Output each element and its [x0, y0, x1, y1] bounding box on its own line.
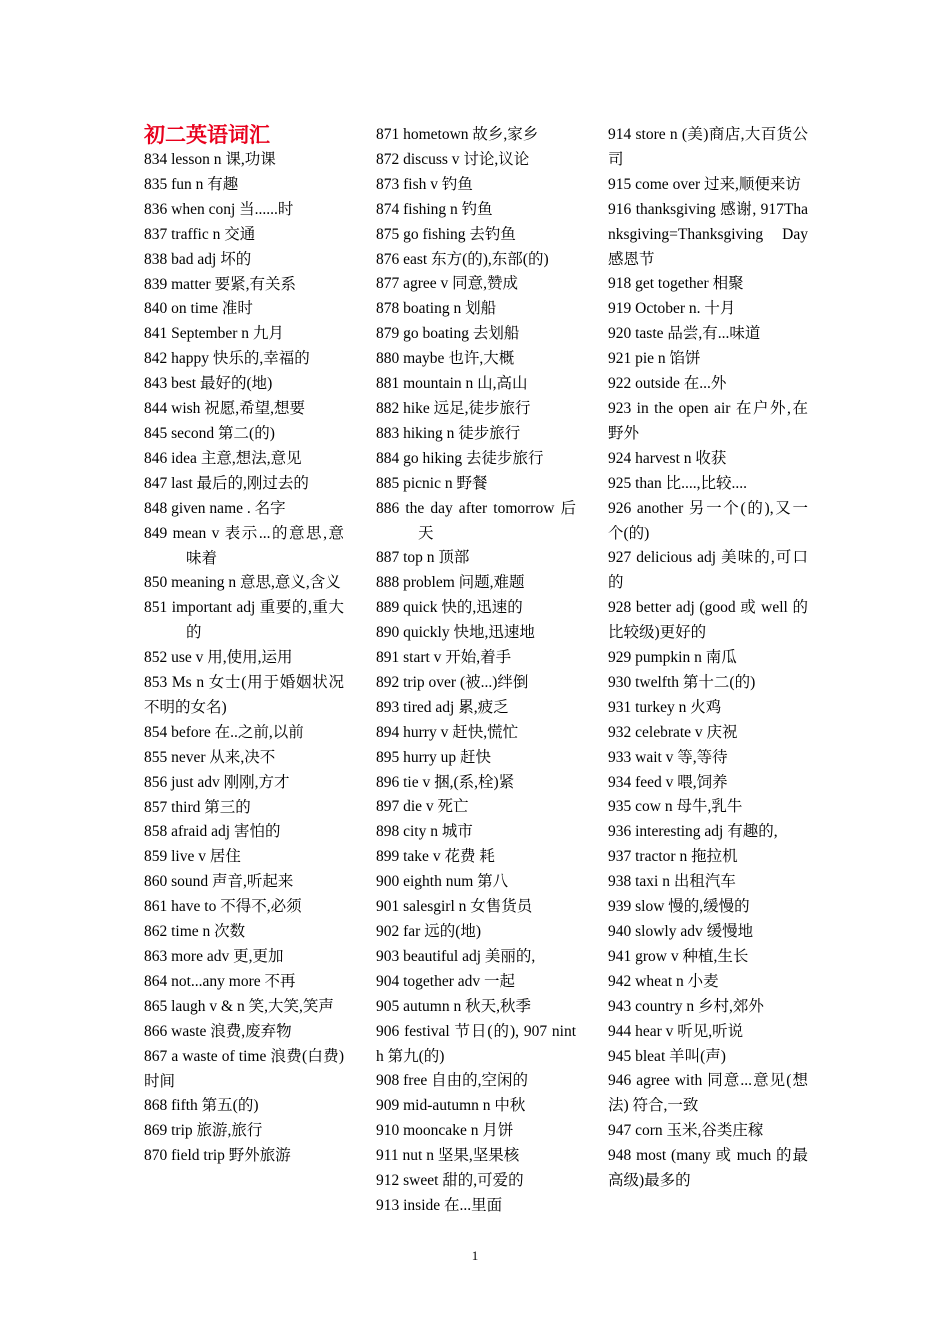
vocab-entry: 929 pumpkin n 南瓜 [608, 649, 737, 667]
vocab-entry: 901 salesgirl n 女售货员 [376, 898, 533, 916]
vocab-entry: 870 field trip 野外旅游 [144, 1147, 291, 1165]
vocab-entry: 860 sound 声音,听起来 [144, 873, 294, 891]
vocab-entry: 879 go boating 去划船 [376, 325, 520, 343]
vocab-entry: 842 happy 快乐的,幸福的 [144, 350, 310, 368]
vocab-entry: 834 lesson n 课,功课 [144, 151, 276, 168]
vocab-entry: 869 trip 旅游,旅行 [144, 1122, 263, 1140]
vocab-entry: 850 meaning n 意思,意义,含义 [144, 574, 341, 592]
vocab-entry: 906 festival 节日(的), 907 ninth 第九(的) [376, 1022, 576, 1065]
vocab-entry: 933 wait v 等,等待 [608, 748, 728, 766]
vocab-entry: 923 in the open air 在户外,在野外 [608, 399, 808, 442]
vocab-entry: 910 mooncake n 月饼 [376, 1122, 514, 1140]
vocab-entry: 898 city n 城市 [376, 823, 473, 841]
vocab-entry: 938 taxi n 出租汽车 [608, 873, 736, 891]
vocab-entry: 922 outside 在...外 [608, 375, 727, 393]
vocab-entry: 888 problem 问题,难题 [376, 574, 525, 592]
vocab-entry: 903 beautiful adj 美丽的, [376, 947, 536, 965]
vocab-entry: 835 fun n 有趣 [144, 175, 239, 193]
vocab-column-3 [608, 123, 808, 1194]
vocab-entry: 848 given name . 名字 [144, 499, 286, 517]
vocab-entry: 939 slow 慢的,缓慢的 [608, 898, 750, 916]
vocab-entry: 859 live v 居住 [144, 848, 241, 866]
vocab-entry: 874 fishing n 钓鱼 [376, 200, 493, 218]
vocab-entry: 925 than 比....,比较.... [608, 474, 748, 492]
vocab-entry: 905 autumn n 秋天,秋季 [376, 997, 531, 1015]
vocab-entry: 839 matter 要紧,有关系 [144, 275, 296, 293]
vocab-entry: 868 fifth 第五(的) [144, 1097, 259, 1115]
vocab-entry: 893 tired adj 累,疲乏 [376, 698, 509, 716]
vocab-entry: 900 eighth num 第八 [376, 873, 509, 891]
vocab-entry: 851 important adj 重要的,重大的 [144, 599, 344, 642]
vocab-entry: 912 sweet 甜的,可爱的 [376, 1172, 524, 1190]
vocab-entry: 845 second 第二(的) [144, 424, 275, 442]
vocab-entry: 862 time n 次数 [144, 923, 246, 941]
vocab-entry: 902 far 远的(地) [376, 923, 482, 940]
vocab-entry: 908 free 自由的,空闲的 [376, 1072, 528, 1090]
vocab-entry: 904 together adv 一起 [376, 972, 516, 990]
vocab-entry: 866 waste 浪费,废弃物 [144, 1022, 292, 1040]
vocab-column-1 [144, 123, 344, 1169]
vocab-entry: 946 agree with 同意...意见(想法) 符合,一致 [608, 1072, 808, 1115]
vocab-entry: 863 more adv 更,更加 [144, 948, 284, 965]
vocab-entry: 886 the day after tomorrow 后天 [376, 499, 576, 542]
vocab-entry: 871 hometown 故乡,家乡 [376, 126, 539, 143]
vocab-entry: 897 die v 死亡 [376, 798, 469, 816]
vocab-entry: 854 before 在..之前,以前 [144, 723, 304, 741]
vocab-entry: 914 store n (美)商店,大百货公司 [608, 126, 808, 168]
vocab-entry: 936 interesting adj 有趣的, [608, 823, 778, 841]
vocab-entry: 945 bleat 羊叫(声) [608, 1047, 726, 1065]
vocab-entry: 876 east 东方(的),东部(的) [376, 250, 549, 268]
vocab-entry: 846 idea 主意,想法,意见 [144, 449, 302, 467]
vocab-entry: 844 wish 祝愿,希望,想要 [144, 400, 306, 418]
vocab-entry: 940 slowly adv 缓慢地 [608, 923, 754, 940]
vocab-entry: 887 top n 顶部 [376, 549, 470, 567]
vocab-entry: 882 hike 远足,徒步旅行 [376, 399, 531, 417]
vocab-entry: 858 afraid adj 害怕的 [144, 823, 281, 841]
vocab-entry: 875 go fishing 去钓鱼 [376, 225, 516, 243]
vocab-entry: 840 on time 准时 [144, 300, 253, 318]
vocab-entry: 872 discuss v 讨论,议论 [376, 150, 530, 168]
vocab-entry: 899 take v 花费 耗 [376, 848, 495, 866]
vocab-entry: 837 traffic n 交通 [144, 225, 256, 243]
vocab-entry: 880 maybe 也许,大概 [376, 350, 515, 368]
vocab-entry: 943 country n 乡村,郊外 [608, 997, 764, 1015]
vocab-entry: 885 picnic n 野餐 [376, 474, 488, 492]
vocab-entry: 930 twelfth 第十二(的) [608, 673, 756, 691]
vocab-entry: 856 just adv 刚刚,方才 [144, 773, 290, 791]
vocab-entry: 948 most (many 或 much 的最高级)最多的 [608, 1147, 808, 1190]
vocab-entry: 878 boating n 划船 [376, 300, 497, 318]
vocab-entry: 853 Ms n 女士(用于婚姻状况不明的女名) [144, 674, 344, 716]
vocab-entry: 934 feed v 喂,饲养 [608, 773, 728, 791]
vocab-entry: 892 trip over (被...)绊倒 [376, 673, 529, 691]
vocab-entry: 894 hurry v 赶快,慌忙 [376, 723, 519, 741]
vocab-entry: 942 wheat n 小麦 [608, 972, 719, 990]
vocab-entry: 877 agree v 同意,赞成 [376, 275, 519, 293]
vocab-entry: 935 cow n 母牛,乳牛 [608, 798, 743, 816]
vocab-entry: 838 bad adj 坏的 [144, 250, 252, 268]
vocab-entry: 836 when conj 当......时 [144, 200, 294, 218]
vocab-entry: 855 never 从来,决不 [144, 748, 276, 766]
vocab-entry: 849 mean v 表示...的意思,意味着 [144, 524, 344, 567]
vocab-entry: 896 tie v 捆,(系,栓)紧 [376, 773, 515, 791]
vocab-entry: 884 go hiking 去徒步旅行 [376, 449, 544, 467]
vocab-entry: 909 mid-autumn n 中秋 [376, 1097, 526, 1115]
vocab-entry: 921 pie n 馅饼 [608, 350, 701, 368]
vocab-entry: 941 grow v 种植,生长 [608, 947, 749, 965]
vocab-entry: 873 fish v 钓鱼 [376, 175, 473, 193]
vocab-entry: 847 last 最后的,刚过去的 [144, 474, 309, 492]
vocab-entry: 937 tractor n 拖拉机 [608, 848, 738, 866]
vocab-entry: 915 come over 过来,顺便来访 [608, 175, 801, 193]
vocab-entry: 861 have to 不得不,必须 [144, 898, 302, 916]
vocab-entry: 927 delicious adj 美味的,可口的 [608, 549, 808, 592]
vocab-entry: 891 start v 开始,着手 [376, 649, 512, 667]
vocab-entry: 916 thanksgiving 感谢, 917Thanksgiving=Thanksgiving Day 感恩节 [608, 200, 808, 268]
vocab-entry: 867 a waste of time 浪费(白费)时间 [144, 1047, 344, 1090]
vocab-column-2 [376, 123, 576, 1219]
vocab-entry: 920 taste 品尝,有...味道 [608, 325, 761, 343]
vocab-entry: 889 quick 快的,迅速的 [376, 599, 523, 617]
vocab-entry: 881 mountain n 山,高山 [376, 375, 528, 393]
document-title: 初二英语词汇 [144, 123, 270, 147]
vocab-entry: 857 third 第三的 [144, 798, 251, 816]
vocab-entry: 944 hear v 听见,听说 [608, 1022, 744, 1040]
vocab-entry: 852 use v 用,使用,运用 [144, 649, 293, 667]
page-number: 1 [471, 1248, 479, 1263]
vocab-entry: 865 laugh v & n 笑,大笑,笑声 [144, 997, 334, 1015]
vocab-entry: 911 nut n 坚果,坚果核 [376, 1147, 520, 1165]
vocab-entry: 895 hurry up 赶快 [376, 748, 491, 766]
vocab-entry: 918 get together 相聚 [608, 275, 744, 293]
vocab-entry: 926 another 另一个(的),又一个(的) [608, 499, 808, 542]
vocab-entry: 890 quickly 快地,迅速地 [376, 624, 535, 642]
vocab-entry: 843 best 最好的(地) [144, 375, 273, 393]
vocab-entry: 928 better adj (good 或 well 的比较级)更好的 [608, 599, 808, 642]
vocab-entry: 883 hiking n 徒步旅行 [376, 424, 521, 442]
vocab-entry: 931 turkey n 火鸡 [608, 698, 722, 716]
vocab-entry: 932 celebrate v 庆祝 [608, 723, 738, 741]
vocab-entry: 913 inside 在...里面 [376, 1196, 503, 1214]
vocab-entry: 919 October n. 十月 [608, 300, 736, 318]
vocab-entry: 864 not...any more 不再 [144, 972, 296, 990]
vocab-entry: 947 corn 玉米,谷类庄稼 [608, 1122, 764, 1140]
vocab-entry: 924 harvest n 收获 [608, 449, 727, 467]
vocab-entry: 841 September n 九月 [144, 325, 284, 343]
